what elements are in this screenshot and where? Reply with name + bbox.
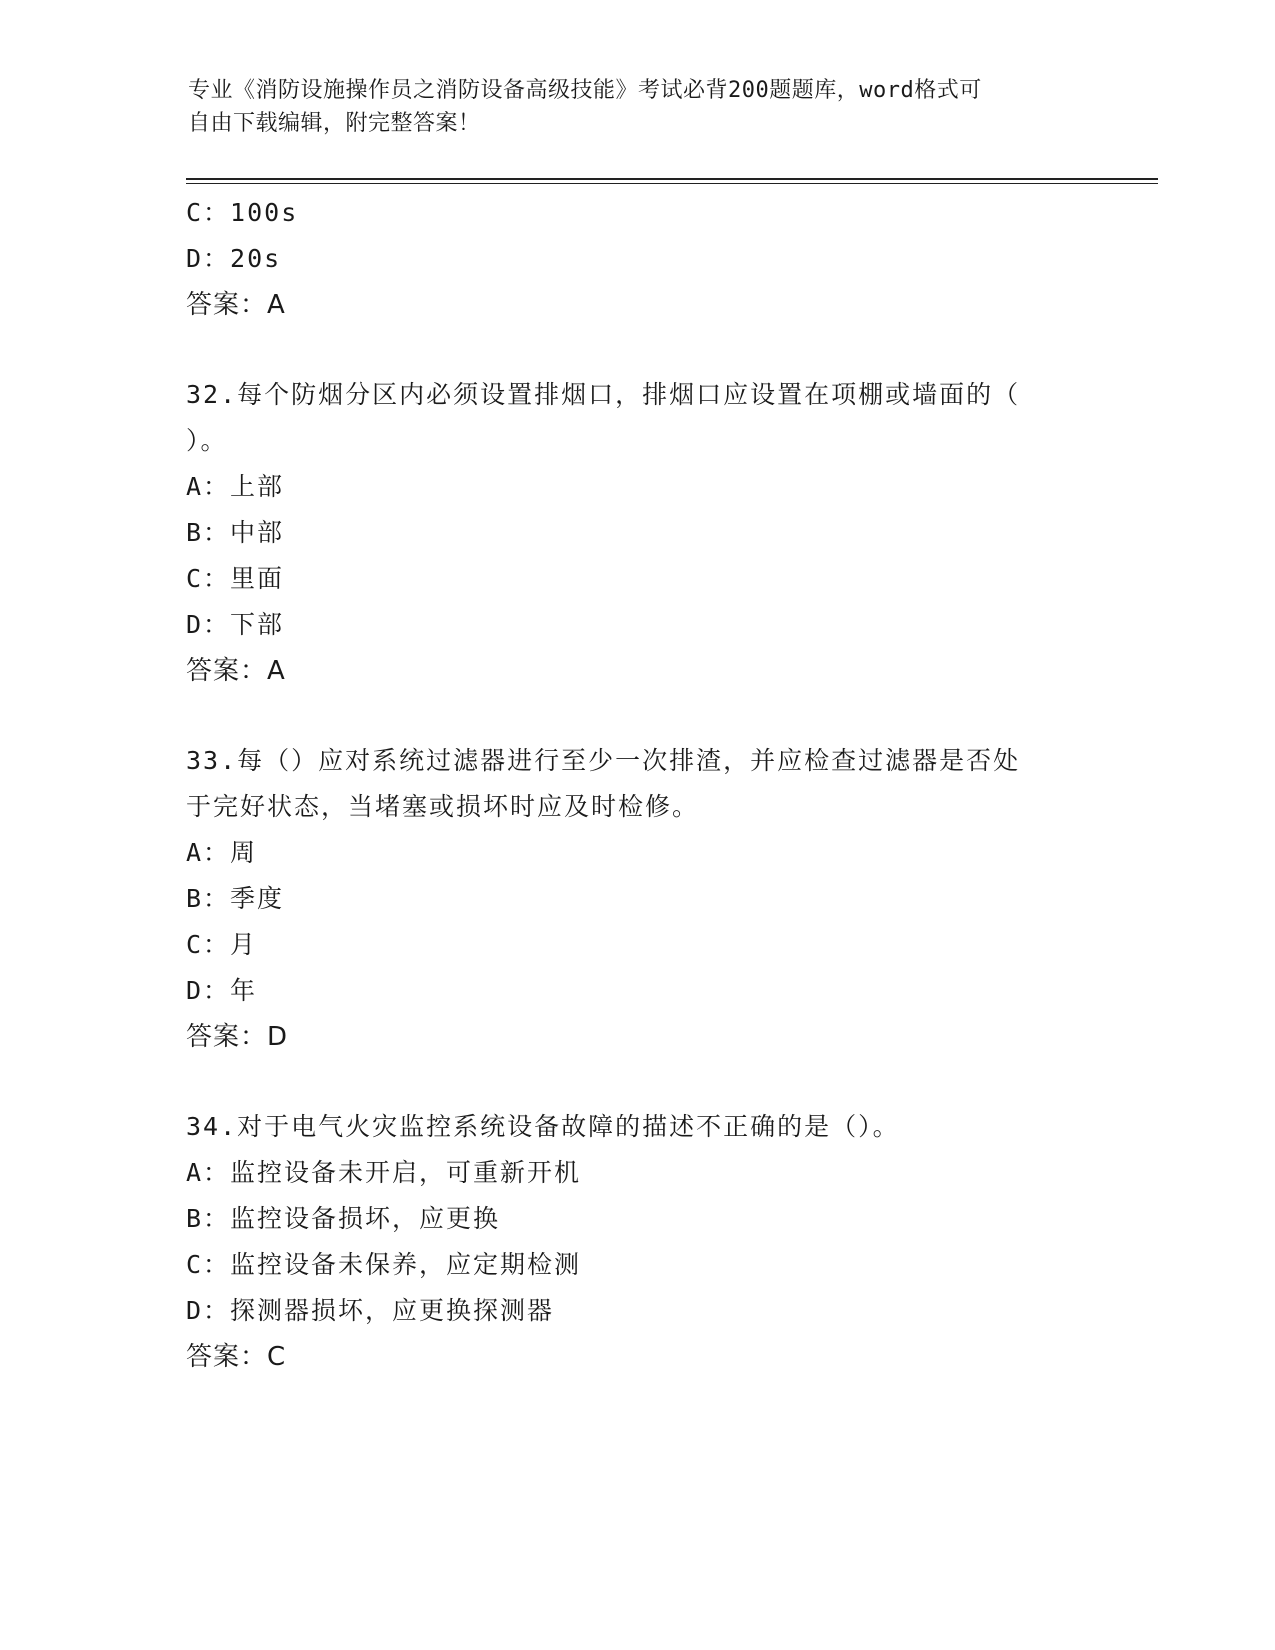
question-32 (186, 372, 1086, 694)
previous-question-tail (186, 190, 1086, 328)
answer-value: A (267, 656, 286, 686)
option-d: D：探测器损坏，应更换探测器 (186, 1296, 555, 1325)
header-divider (186, 178, 1158, 184)
answer-label: 答案： (186, 1022, 268, 1052)
answer-line (186, 648, 1086, 694)
option-d: D：年 (186, 976, 258, 1005)
option-d: D：20s (186, 244, 282, 273)
option-b: B：季度 (186, 884, 285, 913)
option-b: B：中部 (186, 518, 285, 547)
answer-label: 答案： (186, 290, 268, 320)
question-34 (186, 1104, 1086, 1380)
spacer (186, 1060, 1086, 1104)
spacer (186, 694, 1086, 738)
answer-line (186, 1014, 1086, 1060)
question-content (186, 190, 1086, 1380)
question-stem-line: 33.每（）应对系统过滤器进行至少一次排渣，并应检查过滤器是否处 (186, 746, 1021, 775)
option-c: C：月 (186, 930, 258, 959)
header-line-1: 专业《消防设施操作员之消防设备高级技能》考试必背200题题库，word格式可 (188, 78, 982, 103)
option-c: C：监控设备未保养，应定期检测 (186, 1250, 582, 1279)
question-stem-line: 32.每个防烟分区内必须设置排烟口，排烟口应设置在项棚或墙面的（ (186, 380, 1021, 409)
option-b: B：监控设备损坏，应更换 (186, 1204, 501, 1233)
answer-value: D (267, 1022, 289, 1052)
option-d: D：下部 (186, 610, 285, 639)
option-a: A：上部 (186, 472, 285, 501)
question-stem-line: 于完好状态，当堵塞或损坏时应及时检修。 (186, 792, 700, 821)
page-header (188, 74, 1088, 140)
question-stem-line: ）。 (186, 426, 228, 455)
answer-line (186, 282, 1086, 328)
spacer (186, 328, 1086, 372)
answer-value: C (267, 1342, 287, 1372)
answer-label: 答案： (186, 1342, 268, 1372)
option-c: C：100s (186, 198, 299, 227)
option-a: A：周 (186, 838, 258, 867)
question-33 (186, 738, 1086, 1060)
answer-line (186, 1334, 1086, 1380)
answer-label: 答案： (186, 656, 268, 686)
header-line-2: 自由下载编辑，附完整答案！ (188, 111, 481, 136)
answer-value: A (267, 290, 286, 320)
question-stem-line: 34.对于电气火灾监控系统设备故障的描述不正确的是（）。 (186, 1112, 900, 1141)
option-c: C：里面 (186, 564, 285, 593)
option-a: A：监控设备未开启，可重新开机 (186, 1158, 582, 1187)
